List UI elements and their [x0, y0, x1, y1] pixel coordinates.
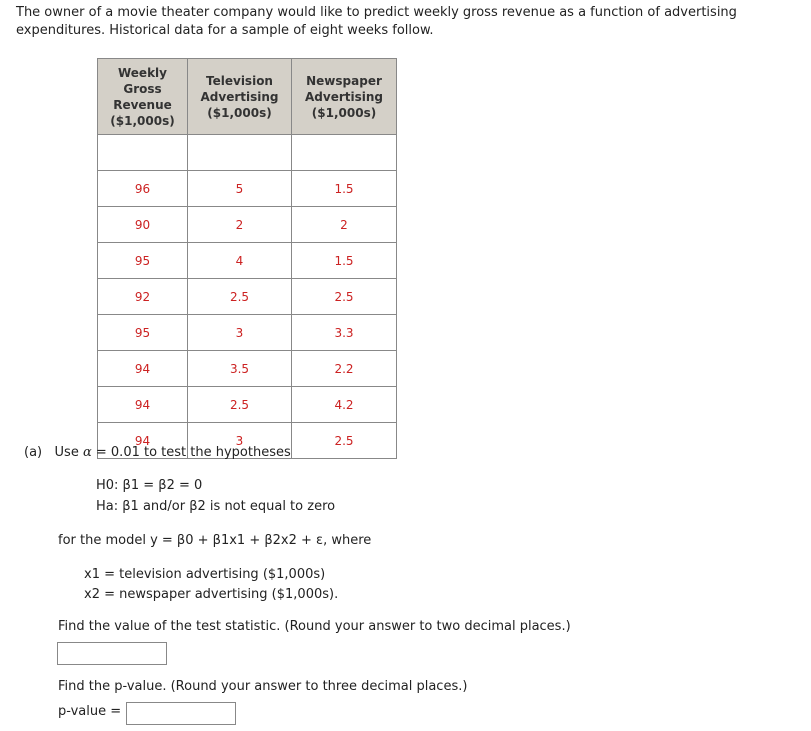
table-row — [98, 243, 397, 279]
table-cell: 2 — [188, 207, 292, 243]
header-line: ($1,000s) — [207, 105, 272, 120]
header-line: Gross — [123, 81, 162, 96]
header-line: Advertising — [200, 89, 279, 104]
header-line: Revenue — [113, 97, 172, 112]
table-cell: 3 — [188, 423, 292, 459]
header-newspaper — [292, 59, 397, 135]
table-cell: 4 — [188, 243, 292, 279]
table-cell: 2 — [292, 207, 397, 243]
table-cell: 2.5 — [188, 387, 292, 423]
table-cell: 3.3 — [292, 315, 397, 351]
table-cell: 2.5 — [188, 279, 292, 315]
header-line: Advertising — [305, 89, 383, 104]
header-tv — [188, 59, 292, 135]
header-line: ($1,000s) — [311, 105, 377, 120]
table-row — [98, 315, 397, 351]
data-table — [97, 58, 397, 459]
table-row — [98, 351, 397, 387]
p-value-label: p-value = — [58, 704, 122, 719]
table-row — [98, 387, 397, 423]
model-statement: for the model y = β0 + β1x1 + β2x2 + ε, where — [58, 533, 372, 548]
part-a-statement: (a) Use α = 0.01 to test the hypotheses — [24, 445, 291, 460]
table-cell: 94 — [98, 423, 188, 459]
table-cell: 1.5 — [292, 243, 397, 279]
x2-definition: x2 = newspaper advertising ($1,000s). — [84, 587, 339, 602]
table-cell: 2.2 — [292, 351, 397, 387]
table-cell: 1.5 — [292, 171, 397, 207]
test-statistic-input[interactable] — [57, 642, 167, 665]
table-cell: 3 — [188, 315, 292, 351]
table-cell: 5 — [188, 171, 292, 207]
table-cell: 95 — [98, 315, 188, 351]
table-row — [98, 207, 397, 243]
p-value-question: Find the p-value. (Round your answer to three decimal places.) — [58, 679, 468, 694]
table-cell: 94 — [98, 387, 188, 423]
table-row — [98, 279, 397, 315]
intro-text: The owner of a movie theater company would like to predict weekly gross revenue as a function of advertising expenditures. Historical data for a sample of eight weeks follow. — [16, 5, 737, 38]
table-cell: 2.5 — [292, 423, 397, 459]
table-cell: 3.5 — [188, 351, 292, 387]
header-revenue — [98, 59, 188, 135]
alt-hypothesis: Ha: β1 and/or β2 is not equal to zero — [96, 499, 336, 514]
table-cell: 95 — [98, 243, 188, 279]
null-hypothesis: H0: β1 = β2 = 0 — [96, 478, 203, 493]
header-line: ($1,000s) — [110, 113, 175, 128]
header-line: Newspaper — [306, 73, 382, 88]
x1-definition: x1 = television advertising ($1,000s) — [84, 567, 326, 582]
table-cell: 96 — [98, 171, 188, 207]
table-cell: 94 — [98, 351, 188, 387]
table-cell: 90 — [98, 207, 188, 243]
table-cell: 92 — [98, 279, 188, 315]
table-row — [98, 171, 397, 207]
table-cell: 4.2 — [292, 387, 397, 423]
p-value-input[interactable] — [126, 702, 236, 725]
header-line: Weekly — [117, 65, 167, 80]
test-statistic-question: Find the value of the test statistic. (Round your answer to two decimal places.) — [58, 619, 571, 634]
table-cell: 2.5 — [292, 279, 397, 315]
header-line: Television — [206, 73, 273, 88]
